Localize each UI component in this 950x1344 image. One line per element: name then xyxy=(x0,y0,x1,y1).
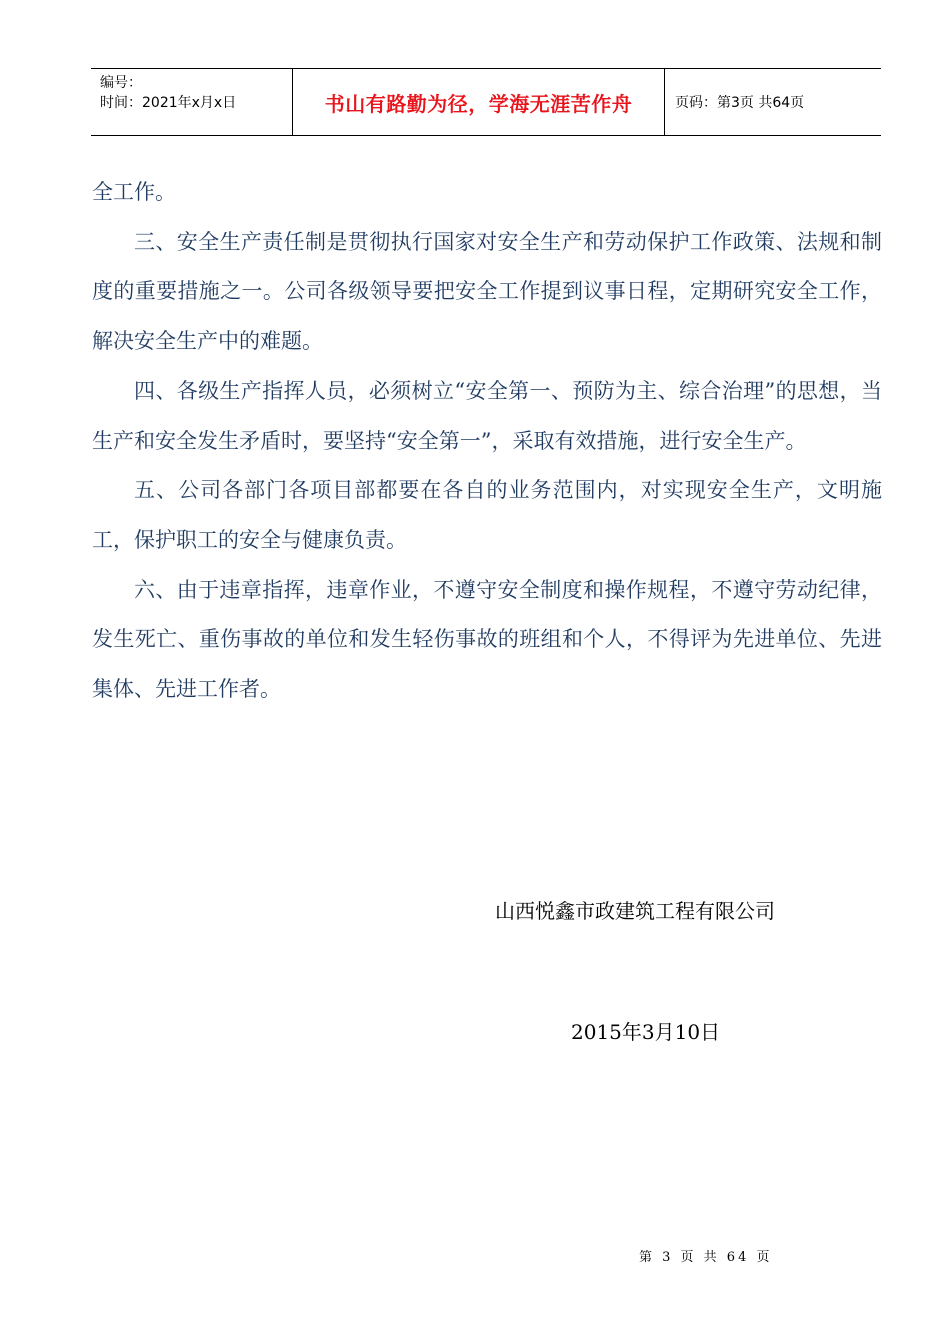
paragraph-continuation: 全工作。 xyxy=(92,180,176,204)
paragraph-item-5: 五、公司各部门各项目部都要在各自的业务范围内，对实现安全生产，文明施工，保护职工的安全与健康负责。 xyxy=(92,478,882,552)
page-footer: 第 3 页 共 64 页 xyxy=(639,1250,773,1265)
header-page-cell xyxy=(665,69,881,135)
signature-date: 2015年3月10日 xyxy=(571,1020,721,1044)
document-body xyxy=(92,168,882,715)
paragraph-item-3: 三、安全生产责任制是贯彻执行国家对安全生产和劳动保护工作政策、法规和制度的重要措施之一。公司各级领导要把安全工作提到议事日程，定期研究安全工作，解决安全生产中的难题。 xyxy=(92,229,882,354)
header-info-cell xyxy=(91,69,292,135)
paragraph-item-6: 六、由于违章指挥，违章作业，不遵守安全制度和操作规程，不遵守劳动纪律，发生死亡、重伤事故的单位和发生轻伤事故的班组和个人，不得评为先进单位、先进集体、先进工作者。 xyxy=(92,577,882,702)
page-header xyxy=(91,68,881,136)
header-motto: 书山有路勤为径，学海无涯苦作舟 xyxy=(324,91,633,116)
company-signature: 山西悦鑫市政建筑工程有限公司 xyxy=(495,899,775,923)
document-time-label: 时间：2021年x月x日 xyxy=(100,95,237,111)
document-number-label: 编号： xyxy=(100,75,142,91)
paragraph-item-4: 四、各级生产指挥人员，必须树立“安全第一、预防为主、综合治理”的思想，当生产和安全发生矛盾时，要坚持“安全第一”，采取有效措施，进行安全生产。 xyxy=(92,378,882,453)
header-page-number: 页码：第3页 共64页 xyxy=(675,95,805,111)
header-motto-cell xyxy=(292,69,665,135)
